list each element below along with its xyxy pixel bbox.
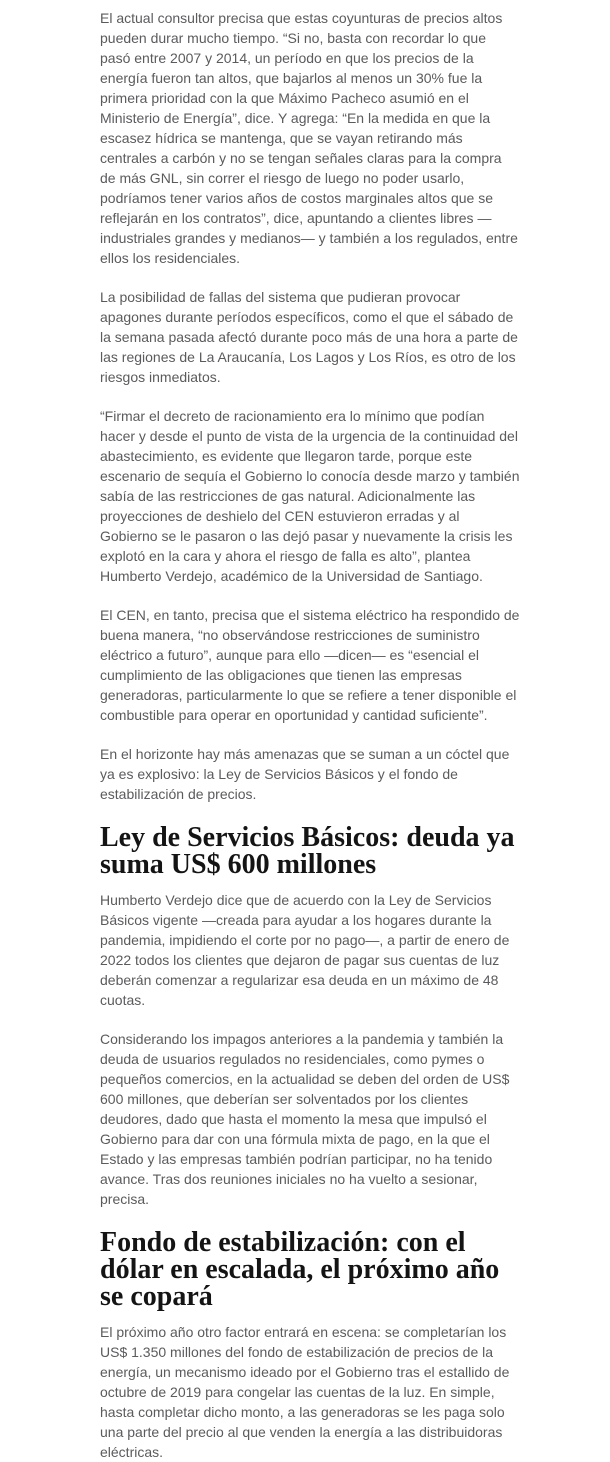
article-paragraph: Humberto Verdejo dice que de acuerdo con la Ley de Servicios Básicos vigente —creada para ayudar a los hogares durante la pandemia, impidiendo el corte por no pago—, a partir de enero de 2022 todos los clientes que dejaron de pagar sus cuentas de luz deberán comenzar a regularizar esa deuda en un máximo de 48 cuotas.: [100, 892, 510, 1008]
article-paragraph: El próximo año otro factor entrará en escena: se completarían los US$ 1.350 millones del fondo de estabilización de precios de la energía, un mecanismo ideado por el Gobierno tras el estallido de octubre de 2019 para congelar las cuentas de la luz. En simple, hasta completar dicho monto, a las generadoras se les paga solo una parte del precio al que venden la energía a las distribuidoras eléctricas.: [100, 1324, 510, 1460]
article-body: [100, 0, 520, 1462]
section-heading-fondo-estabilizacion: Fondo de estabilización: con el dólar en escalada, el próximo año se copará: [100, 1227, 500, 1312]
article-paragraph: La posibilidad de fallas del sistema que pudieran provocar apagones durante períodos específicos, como el que el sábado de la semana pasada afectó durante poco más de una hora a parte de las regiones de La Araucanía, Los Lagos y Los Ríos, es otro de los riesgos inmediatos.: [100, 289, 518, 385]
article-paragraph: El actual consultor precisa que estas coyunturas de precios altos pueden durar mucho tiempo. “Si no, basta con recordar lo que pasó entre 2007 y 2014, un período en que los precios de la energía fueron tan altos, que bajarlos al menos un 30% fue la primera prioridad con la que Máximo Pacheco asumió en el Ministerio de Energía”, dice. Y agrega: “En la medida en que la escasez hídrica se mantenga, que se vayan retirando más centrales a carbón y no se tengan señales claras para la compra de más GNL, sin correr el riesgo de luego no poder usarlo, podríamos tener varios años de costos marginales altos que se reflejarán en los contratos”, dice, apuntando a clientes libres —industriales grandes y medianos— y también a los regulados, entre ellos los residenciales.: [100, 10, 518, 266]
section-heading-servicios-basicos: Ley de Servicios Básicos: deuda ya suma US$ 600 millones: [100, 822, 515, 880]
article-paragraph: “Firmar el decreto de racionamiento era lo mínimo que podían hacer y desde el punto de vista de la urgencia de la continuidad del abastecimiento, es evidente que llegaron tarde, porque este escenario de sequía el Gobierno lo conocía desde marzo y también sabía de las restricciones de gas natural. Adicionalmente las proyecciones de deshielo del CEN estuvieron erradas y al Gobierno se le pasaron o las dejó pasar y nuevamente la crisis les explotó en la cara y ahora el riesgo de falla es alto”, plantea Humberto Verdejo, académico de la Universidad de Santiago.: [100, 408, 520, 584]
article-paragraph: Considerando los impagos anteriores a la pandemia y también la deuda de usuarios regulados no residenciales, como pymes o pequeños comercios, en la actualidad se deben del orden de US$ 600 millones, que deberían ser solventados por los clientes deudores, dado que hasta el momento la mesa que impulsó el Gobierno para dar con una fórmula mixta de pago, en la que el Estado y las empresas también podrían participar, no ha tenido avance. Tras dos reuniones iniciales no ha vuelto a sesionar, precisa.: [100, 1031, 510, 1207]
article-paragraph: En el horizonte hay más amenazas que se suman a un cóctel que ya es explosivo: la Ley de Servicios Básicos y el fondo de estabilización de precios.: [100, 746, 510, 802]
article-paragraph: El CEN, en tanto, precisa que el sistema eléctrico ha respondido de buena manera, “no observándose restricciones de suministro eléctrico a futuro”, aunque para ello —dicen— es “esencial el cumplimiento de las obligaciones que tienen las empresas generadoras, particularmente lo que se refiere a tener disponible el combustible para operar en oportunidad y cantidad suficiente”.: [100, 607, 520, 723]
